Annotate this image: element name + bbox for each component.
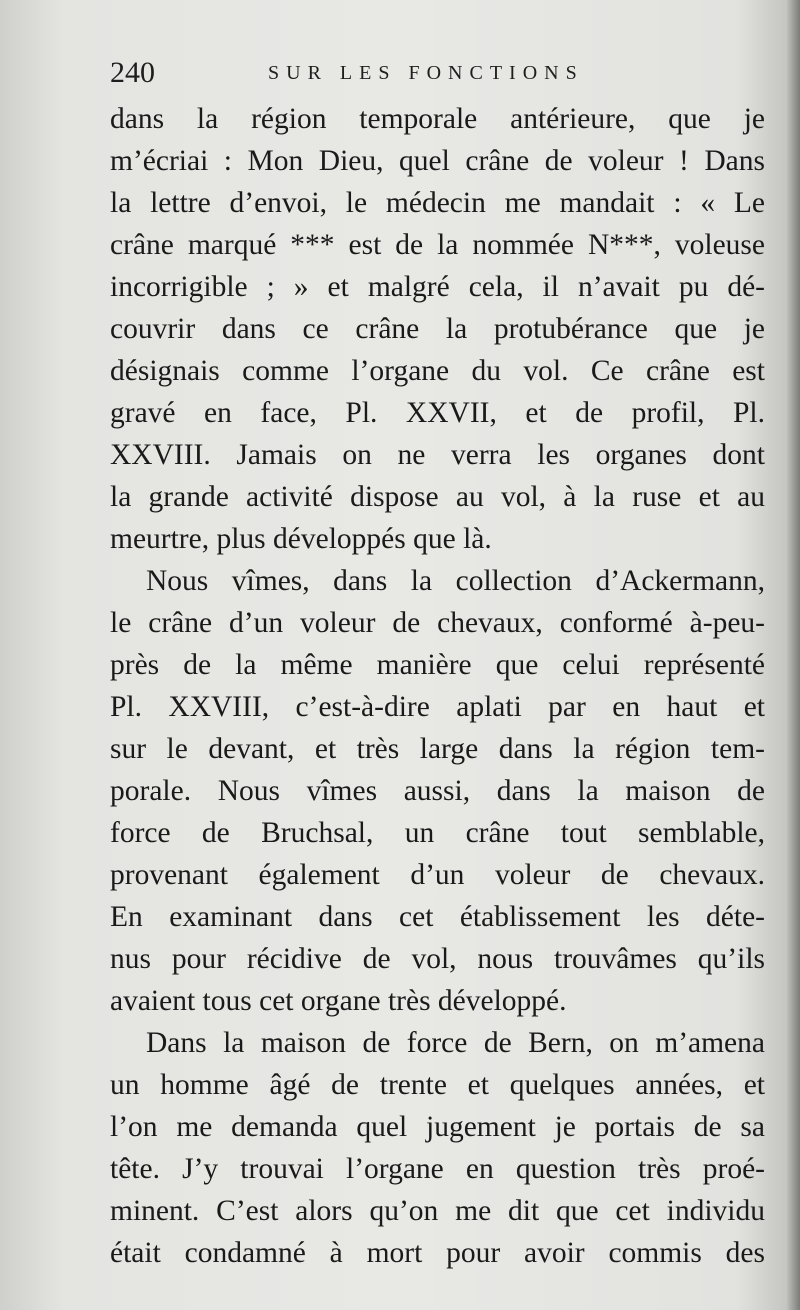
text-line: crâne marqué *** est de la nommée N***, voleuse <box>110 229 765 261</box>
text-line: la lettre d’envoi, le médecin me mandait : « Le <box>110 187 765 219</box>
text-line: m’écriai : Mon Dieu, quel crâne de voleur ! Dans <box>110 145 765 177</box>
body-text <box>110 98 765 1274</box>
text-line: avaient tous cet organe très développé. <box>110 985 567 1017</box>
text-line: minent. C’est alors qu’on me dit que cet individu <box>110 1195 765 1227</box>
text-line: était condamné à mort pour avoir commis des <box>110 1237 765 1269</box>
text-line: nus pour récidive de vol, nous trouvâmes qu’ils <box>110 943 765 975</box>
text-line: tête. J’y trouvai l’organe en question très proé- <box>110 1153 765 1185</box>
text-line: incorrigible ; » et malgré cela, il n’avait pu dé- <box>110 271 765 303</box>
text-line: un homme âgé de trente et quelques années, et <box>110 1069 765 1101</box>
text-line: gravé en face, Pl. XXVII, et de profil, Pl. <box>110 397 765 429</box>
text-line: le crâne d’un voleur de chevaux, conformé à-peu- <box>110 607 765 639</box>
text-line: Pl. XXVIII, c’est-à-dire aplati par en haut et <box>110 691 765 723</box>
running-head: SUR LES FONCTIONS <box>268 62 584 84</box>
text-line: l’on me demanda quel jugement je portais de sa <box>110 1111 765 1143</box>
spine-shadow <box>786 0 800 1310</box>
text-line: porale. Nous vîmes aussi, dans la maison de <box>110 775 765 807</box>
text-line: meurtre, plus développés que là. <box>110 523 492 555</box>
text-line: la grande activité dispose au vol, à la ruse et au <box>110 481 765 513</box>
text-line: désignais comme l’organe du vol. Ce crâne est <box>110 355 765 387</box>
text-line: force de Bruchsal, un crâne tout semblable, <box>110 817 765 849</box>
text-line: dans la région temporale antérieure, que je <box>110 103 765 135</box>
text-line: En examinant dans cet établissement les déte- <box>110 901 765 933</box>
page-header <box>110 56 750 92</box>
text-line: XXVIII. Jamais on ne verra les organes dont <box>110 439 765 471</box>
text-line: Nous vîmes, dans la collection d’Ackermann, <box>146 565 765 597</box>
text-line: Dans la maison de force de Bern, on m’amena <box>146 1027 765 1059</box>
page-number: 240 <box>110 56 155 89</box>
text-line: couvrir dans ce crâne la protubérance que je <box>110 313 765 345</box>
text-line: provenant également d’un voleur de chevaux. <box>110 859 765 891</box>
text-line: sur le devant, et très large dans la région tem- <box>110 733 765 765</box>
text-line: près de la même manière que celui représenté <box>110 649 765 681</box>
